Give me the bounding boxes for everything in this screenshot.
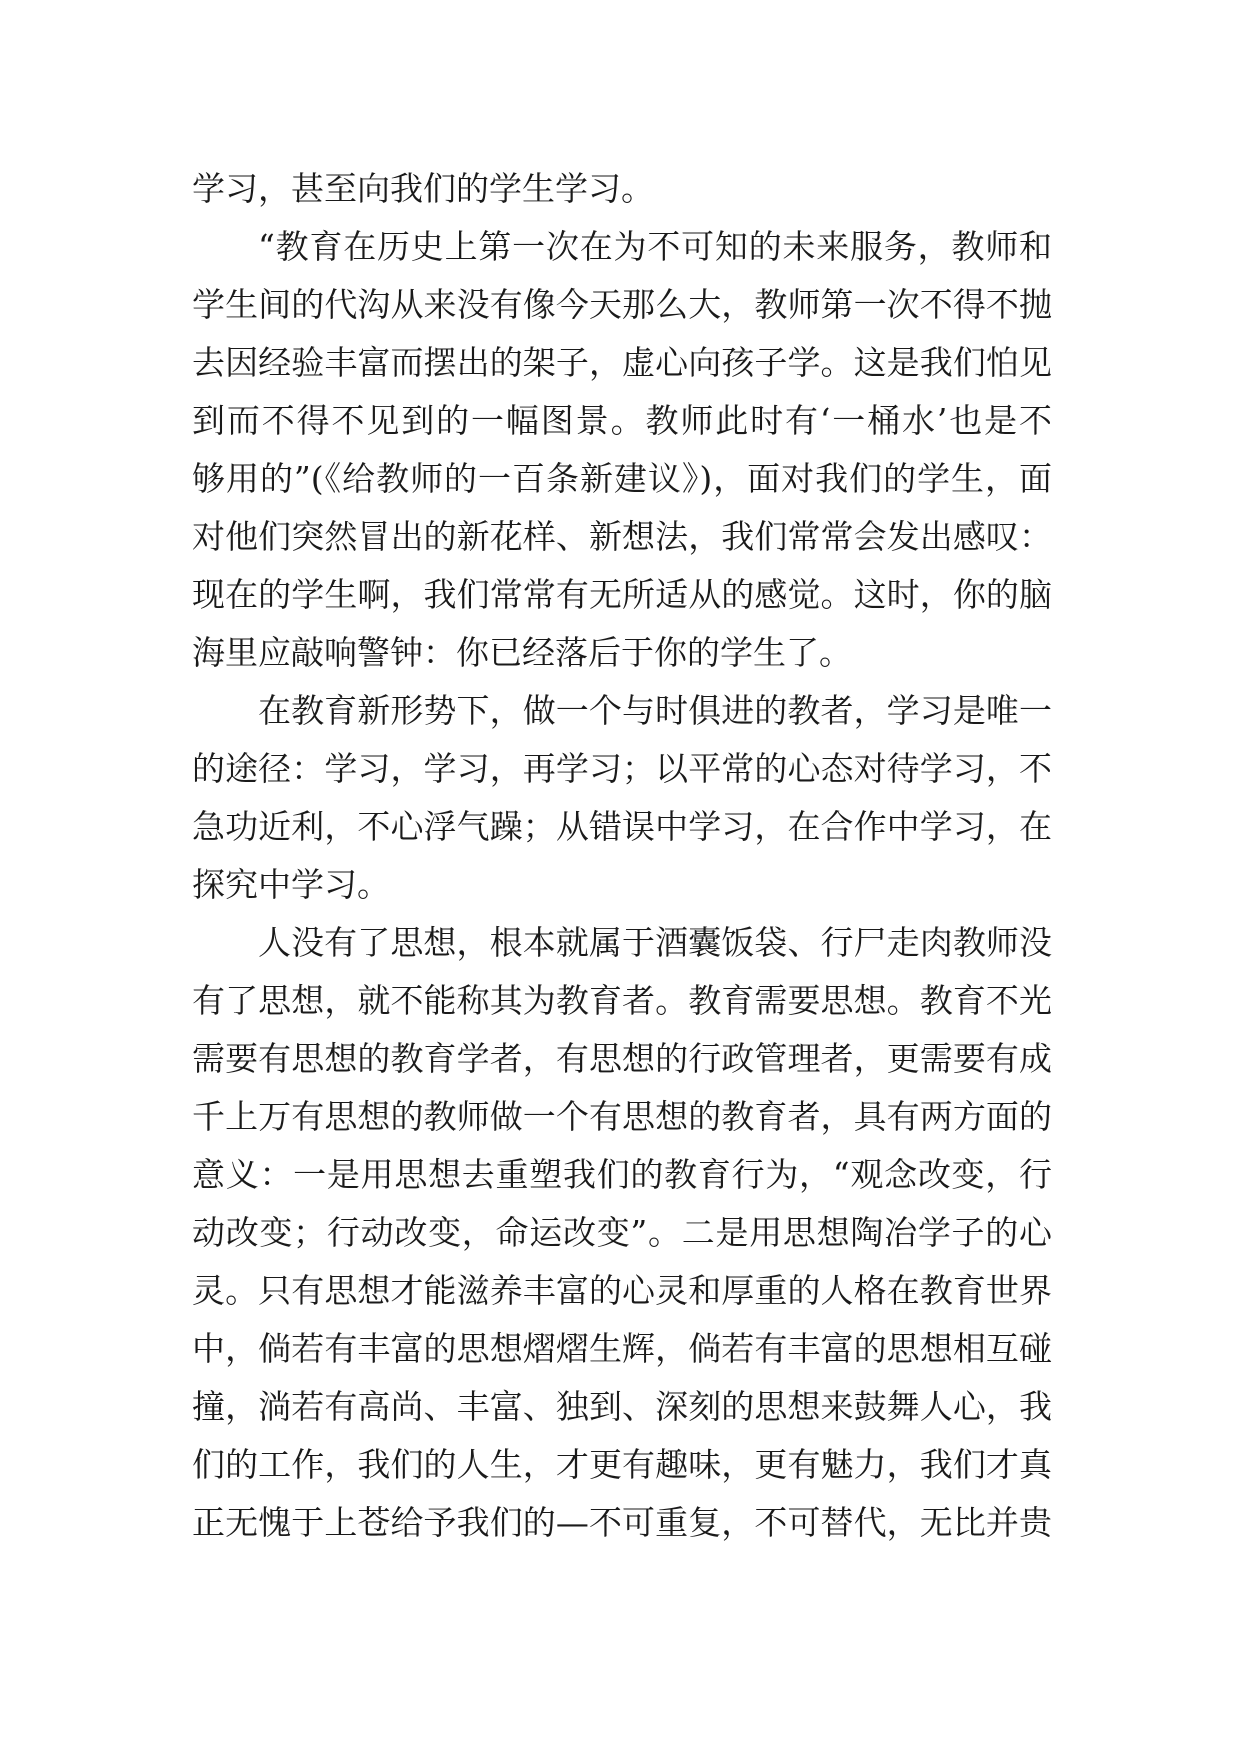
text-line: 意义：一是用思想去重塑我们的教育行为，“观念改变，行 (192, 1155, 1052, 1194)
text-line: 去因经验丰富而摆出的架子，虚心向孩子学。这是我们怕见 (192, 343, 1052, 382)
text-line: 急功近利，不心浮气躁；从错误中学习，在合作中学习，在 (192, 807, 1052, 846)
text-line: 在教育新形势下，做一个与时俱进的教者，学习是唯一 (258, 691, 1052, 730)
text-line: 人没有了思想，根本就属于酒囊饭袋、行尸走肉教师没 (258, 923, 1052, 962)
text-line: 探究中学习。 (192, 865, 390, 904)
text-line: 现在的学生啊，我们常常有无所适从的感觉。这时，你的脑 (192, 575, 1052, 614)
text-line: 中，倘若有丰富的思想熠熠生辉，倘若有丰富的思想相互碰 (192, 1329, 1052, 1368)
text-line: 动改变；行动改变，命运改变”。二是用思想陶冶学子的心 (192, 1213, 1052, 1252)
text-line: 学习，甚至向我们的学生学习。 (192, 169, 654, 208)
text-line: 对他们突然冒出的新花样、新想法，我们常常会发出感叹： (192, 517, 1052, 556)
text-line: 灵。只有思想才能滋养丰富的心灵和厚重的人格在教育世界 (192, 1271, 1052, 1310)
text-line: 需要有思想的教育学者，有思想的行政管理者，更需要有成 (192, 1039, 1052, 1078)
text-line: 正无愧于上苍给予我们的—不可重复，不可替代，无比并贵 (192, 1503, 1052, 1542)
text-line: “教育在历史上第一次在为不可知的未来服务，教师和 (258, 227, 1052, 266)
text-line: 学生间的代沟从来没有像今天那么大，教师第一次不得不抛 (192, 285, 1052, 324)
text-line: 千上万有思想的教师做一个有思想的教育者，具有两方面的 (192, 1097, 1052, 1136)
body-text (192, 160, 1052, 1552)
text-line: 到而不得不见到的一幅图景。教师此时有‘一桶水’也是不 (192, 401, 1052, 440)
text-line: 们的工作，我们的人生，才更有趣味，更有魅力，我们才真 (192, 1445, 1052, 1484)
text-line: 海里应敲响警钟：你已经落后于你的学生了。 (192, 633, 852, 672)
text-line: 够用的”(《给教师的一百条新建议》)，面对我们的学生，面 (192, 459, 1052, 498)
text-line: 撞，淌若有高尚、丰富、独到、深刻的思想来鼓舞人心，我 (192, 1387, 1052, 1426)
text-line: 的途径：学习，学习，再学习；以平常的心态对待学习，不 (192, 749, 1052, 788)
text-line: 有了思想，就不能称其为教育者。教育需要思想。教育不光 (192, 981, 1052, 1020)
